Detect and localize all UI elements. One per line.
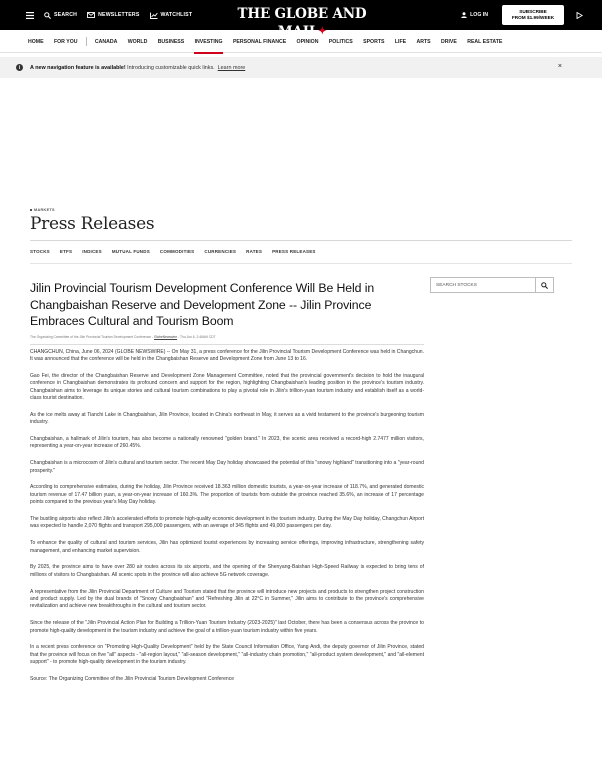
- article-paragraph: According to comprehensive estimates, during the holiday, Jilin Province received 18.363 million domestic tourists, a year-on-year increase of 118.7%, and generated domestic tourism revenue of 17.47 billion yuan, a year-on-year increase of 160.3%. The proportion of tourists from outside the province reached 35.6%, an increase of 17 percentage points compared to the previous year's May Day holiday.: [30, 484, 424, 506]
- title-divider: [30, 240, 572, 241]
- notice-message: Introducing customizable quick links.: [127, 64, 215, 71]
- notice-text: [30, 65, 215, 71]
- article-source: Source: The Organizing Committee of the Jilin Provincial Tourism Development Conference: [30, 675, 235, 682]
- top-bar: [0, 0, 602, 40]
- nav-item-home[interactable]: HOME: [28, 38, 44, 45]
- subscribe-line1: SUBSCRIBE: [519, 9, 547, 14]
- byline-author: The Organizing Committee of the Jilin Provincial Tourism Development Conference -: [30, 334, 154, 339]
- subscribe-line2: FROM $1.99/WEEK: [511, 15, 555, 20]
- learn-more-link[interactable]: Learn more: [217, 64, 246, 71]
- info-icon: i: [16, 64, 23, 71]
- nav-divider: [86, 37, 87, 46]
- kicker-dot-icon: [30, 209, 32, 211]
- article-paragraph: Since the release of the "Jilin Provincial Action Plan for Building a Trillion-Yuan Tourism Industry (2023-2025)" last October, there has been a consensus across the province to promote high-quality development in the tourism industry and achieve the goal of a trillion-yuan tourism industry within five years.: [30, 620, 424, 634]
- byline-date: - Thu Jun 6, 2:46AM CDT: [178, 334, 216, 339]
- nav-item-life[interactable]: LIFE: [394, 38, 407, 45]
- top-bar-right: [461, 0, 602, 30]
- logo-text: THE GLOBE AND MAIL: [237, 6, 367, 40]
- article-paragraph: To enhance the quality of cultural and tourism services, Jilin has optimized tourist experiences by increasing service offerings, improving infrastructure, strengthening safety management, and enhancing market supervision.: [30, 540, 424, 554]
- nav-item-world[interactable]: WORLD: [127, 38, 148, 45]
- subnav-divider: [30, 263, 572, 264]
- close-icon[interactable]: ×: [557, 63, 562, 70]
- kicker-label: MARKETS: [34, 208, 55, 212]
- watchlist-label: WATCHLIST: [160, 12, 193, 18]
- nav-item-opinion[interactable]: OPINION: [296, 38, 319, 45]
- article-paragraph: The bustling airports also reflect Jilin's accelerated efforts to promote high-quality economic development in the tourism industry. During the May Day holiday, Changchun Airport was expected to handle 2,070 flights and transport 295,000 passengers, with an average of 345 flights and 49,000 passengers per day.: [30, 515, 424, 530]
- search-button[interactable]: [44, 12, 77, 19]
- markets-subnav: [30, 249, 316, 254]
- search-icon: [44, 12, 51, 19]
- notice-bold: A new navigation feature is available!: [30, 64, 126, 71]
- article-byline: [30, 335, 424, 339]
- subscribe-button[interactable]: [502, 5, 564, 25]
- hamburger-icon: [26, 12, 34, 19]
- nav-item-real-estate[interactable]: REAL ESTATE: [467, 38, 503, 45]
- envelope-icon: [87, 12, 95, 18]
- chart-line-icon: [150, 12, 158, 19]
- login-button[interactable]: [461, 12, 488, 18]
- top-bar-left: [26, 0, 192, 30]
- nav-item-politics[interactable]: POLITICS: [328, 38, 353, 45]
- nav-item-arts[interactable]: ARTS: [416, 38, 431, 45]
- nav-item-canada[interactable]: CANADA: [94, 38, 118, 45]
- nav-item-business[interactable]: BUSINESS: [157, 38, 185, 45]
- article: [30, 280, 424, 683]
- feature-notice: [0, 57, 602, 78]
- newsletters-label: NEWSLETTERS: [98, 12, 140, 18]
- subnav-stocks[interactable]: STOCKS: [30, 249, 50, 254]
- article-paragraph: As the ice melts away at Tianchi Lake in Changbaishan, Jilin Province, located in China's northeast in May, it serves as a vivid testament to the province's burgeoning tourism industry.: [30, 411, 424, 426]
- nav-item-drive[interactable]: DRIVE: [440, 38, 457, 45]
- search-stocks-input[interactable]: [431, 278, 535, 292]
- maple-leaf-icon: ✦: [318, 26, 327, 37]
- subnav-currencies[interactable]: CURRENCIES: [204, 249, 237, 254]
- play-arrow-icon: [576, 12, 583, 19]
- search-icon: [541, 282, 548, 289]
- subnav-etfs[interactable]: ETFS: [59, 249, 73, 254]
- newsletters-button[interactable]: [87, 12, 139, 18]
- article-paragraph: Changbaishan, a hallmark of Jilin's tourism, has also become a nationally renowned "golden brand." In 2023, the scenic area received a record-high 2.7477 million visitors, representing a year-on-year increase of 260.45%.: [30, 435, 424, 450]
- menu-button[interactable]: [26, 12, 34, 19]
- article-paragraph: Changbaishan is a microcosm of Jilin's cultural and tourism sector. The recent May Day holiday showcased the potential of this "snowy highland" transitioning into a "year-round prosperity.": [30, 460, 424, 474]
- article-paragraph: By 2025, the province aims to have over 280 air routes across its six airports, and the opening of the Shenyang-Baishan High-Speed Railway is expected to bring tens of millions of visitors to Changbaishan. All scenic spots in the province will also achieve 5G network coverage.: [30, 564, 424, 578]
- nav-item-personal-finance[interactable]: PERSONAL FINANCE: [232, 38, 287, 45]
- article-body: [30, 349, 424, 684]
- nav-item-sports[interactable]: SPORTS: [363, 38, 385, 45]
- article-paragraph: CHANGCHUN, China, June 06, 2024 (GLOBE NEWSWIRE) -- On May 31, a press conference for the Jilin Provincial Tourism Development Conference was held in Changchun. It was announced that the conference will be held in the Changbaishan Reserve and Development Zone from June 13 to 16.: [30, 348, 425, 362]
- user-icon: [461, 12, 467, 18]
- article-paragraph: In a recent press conference on "Promoting High-Quality Development" held by the State Council Information Office, Yang Andi, the deputy governor of Jilin Province, stated that the province will focus on five "all" aspects - "all-region layout," "all-season development," "all-industry chain promotion," "all-product system development," and "all-element support" - to promote high-quality development in the tourism industry.: [30, 644, 424, 666]
- nav-item-for-you[interactable]: FOR YOU: [53, 38, 78, 45]
- page-title: Press Releases: [30, 214, 155, 234]
- subnav-press-releases[interactable]: PRESS RELEASES: [272, 249, 316, 254]
- nav-item-investing[interactable]: INVESTING: [189, 30, 227, 53]
- byline-source-link[interactable]: GlobeNewswire: [154, 334, 178, 339]
- watchlist-button[interactable]: [150, 12, 193, 19]
- article-paragraph: A representative from the Jilin Provincial Department of Culture and Tourism stated that the province will introduce new projects and products to strengthen project construction and product supply. Led by the dual brands of "Snowy Changbaishan" and "Refreshing Jilin at 22°C in Summer," Jilin aims to contribute to the province's comprehensive revitalization and achieve new breakthroughs in the cultural and tourism sector.: [30, 588, 424, 610]
- section-kicker[interactable]: [30, 208, 55, 212]
- article-divider: [30, 344, 424, 345]
- subnav-mutual-funds[interactable]: MUTUAL FUNDS: [111, 249, 150, 254]
- search-stocks-button[interactable]: [535, 278, 553, 292]
- more-button[interactable]: [574, 12, 584, 19]
- login-label: LOG IN: [470, 12, 488, 18]
- section-nav: [0, 30, 602, 53]
- subnav-indices[interactable]: INDICES: [82, 249, 102, 254]
- stock-search: [430, 277, 554, 293]
- article-headline: Jilin Provincial Tourism Development Conference Will Be Held in Changbaishan Reserve and Development Zone -- Jilin Province Embraces Cultural and Tourism Boom: [30, 281, 375, 328]
- search-label: SEARCH: [54, 12, 78, 18]
- subnav-commodities[interactable]: COMMODITIES: [159, 249, 195, 254]
- article-paragraph: Gao Fei, the director of the Changbaishan Reserve and Development Zone Management Committee, noted that the provincial government's decision to hold the inaugural conference in Changbaishan demonstrates its profound concern and support for the region, highlighting Changbaishan's leading position in the province's tourism industry. Changbaishan aims to leverage its unique stories and cultural tourism combinations to play a pivotal role in Jilin's trillion-yuan tourism industry and establish itself as a world-class tourist destination.: [30, 372, 424, 401]
- subnav-rates[interactable]: RATES: [246, 249, 263, 254]
